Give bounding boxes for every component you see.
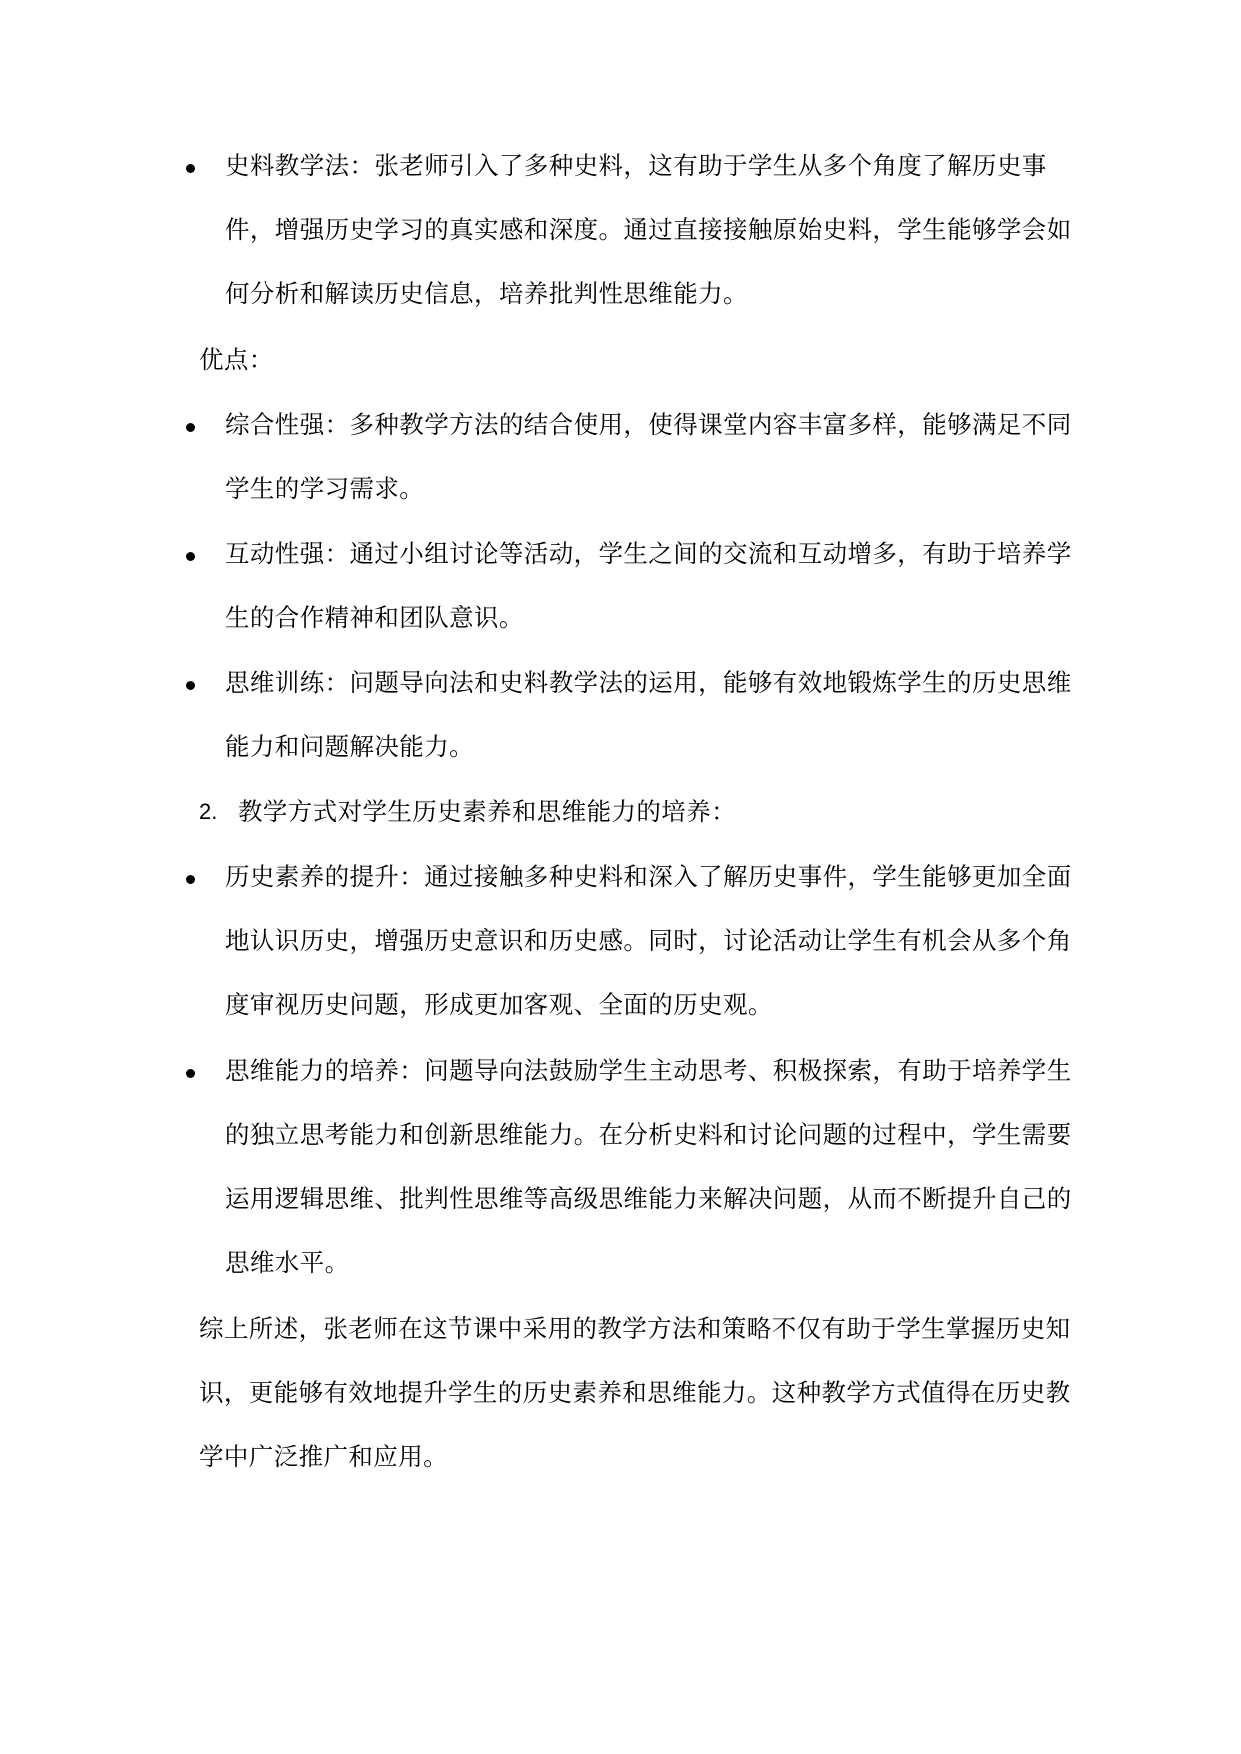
list-item-text xyxy=(225,393,1089,521)
bullet-icon xyxy=(186,875,195,884)
list-item-body: 多种教学方法的结合使用，使得课堂内容丰富多样，能够满足不同学生的学习需求。 xyxy=(225,410,1072,503)
section-heading: 教学方式对学生历史素养和思维能力的培养： xyxy=(238,797,736,826)
bullet-icon xyxy=(186,164,195,173)
list-item-text xyxy=(225,522,1089,650)
bullet-icon xyxy=(186,423,195,432)
conclusion-paragraph: 综上所述，张老师在这节课中采用的教学方法和策略不仅有助于学生掌握历史知识，更能够有效地提升学生的历史素养和思维能力。这种教学方式值得在历史教学中广泛推广和应用。 xyxy=(199,1314,1071,1471)
list-item-label: 史料教学法： xyxy=(225,151,375,180)
list-item-body: 通过小组讨论等活动，学生之间的交流和互动增多，有助于培养学生的合作精神和团队意识。 xyxy=(225,539,1072,632)
list-item-body: 问题导向法和史料教学法的运用，能够有效地锻炼学生的历史思维能力和问题解决能力。 xyxy=(225,668,1072,761)
list-item-body: 张老师引入了多种史料，这有助于学生从多个角度了解历史事件，增强历史学习的真实感和深度。通过直接接触原始史料，学生能够学会如何分析和解读历史信息，培养批判性思维能力。 xyxy=(225,151,1072,308)
list-item-label: 思维训练： xyxy=(225,668,350,697)
list-item-text xyxy=(225,651,1089,779)
list-item-label: 历史素养的提升： xyxy=(225,862,425,891)
list-item-label: 思维能力的培养： xyxy=(225,1056,425,1085)
list-item-text xyxy=(225,845,1089,1037)
list-item-text xyxy=(225,1039,1089,1295)
list-item-label: 综合性强： xyxy=(225,410,350,439)
list-item-body: 问题导向法鼓励学生主动思考、积极探索，有助于培养学生的独立思考能力和创新思维能力。在分析史料和讨论问题的过程中，学生需要运用逻辑思维、批判性思维等高级思维能力来解决问题，从而不断提升自己的思维水平。 xyxy=(225,1056,1072,1277)
bullet-icon xyxy=(186,1069,195,1078)
bullet-icon xyxy=(186,681,195,690)
section-number: 2. xyxy=(199,799,218,824)
bullet-icon xyxy=(186,552,195,561)
list-item-label: 互动性强： xyxy=(225,539,350,568)
list-item-body: 通过接触多种史料和深入了解历史事件，学生能够更加全面地认识历史，增强历史意识和历史感。同时，讨论活动让学生有机会从多个角度审视历史问题，形成更加客观、全面的历史观。 xyxy=(225,862,1072,1019)
advantages-heading: 优点： xyxy=(199,345,274,374)
list-item-text xyxy=(225,134,1089,326)
